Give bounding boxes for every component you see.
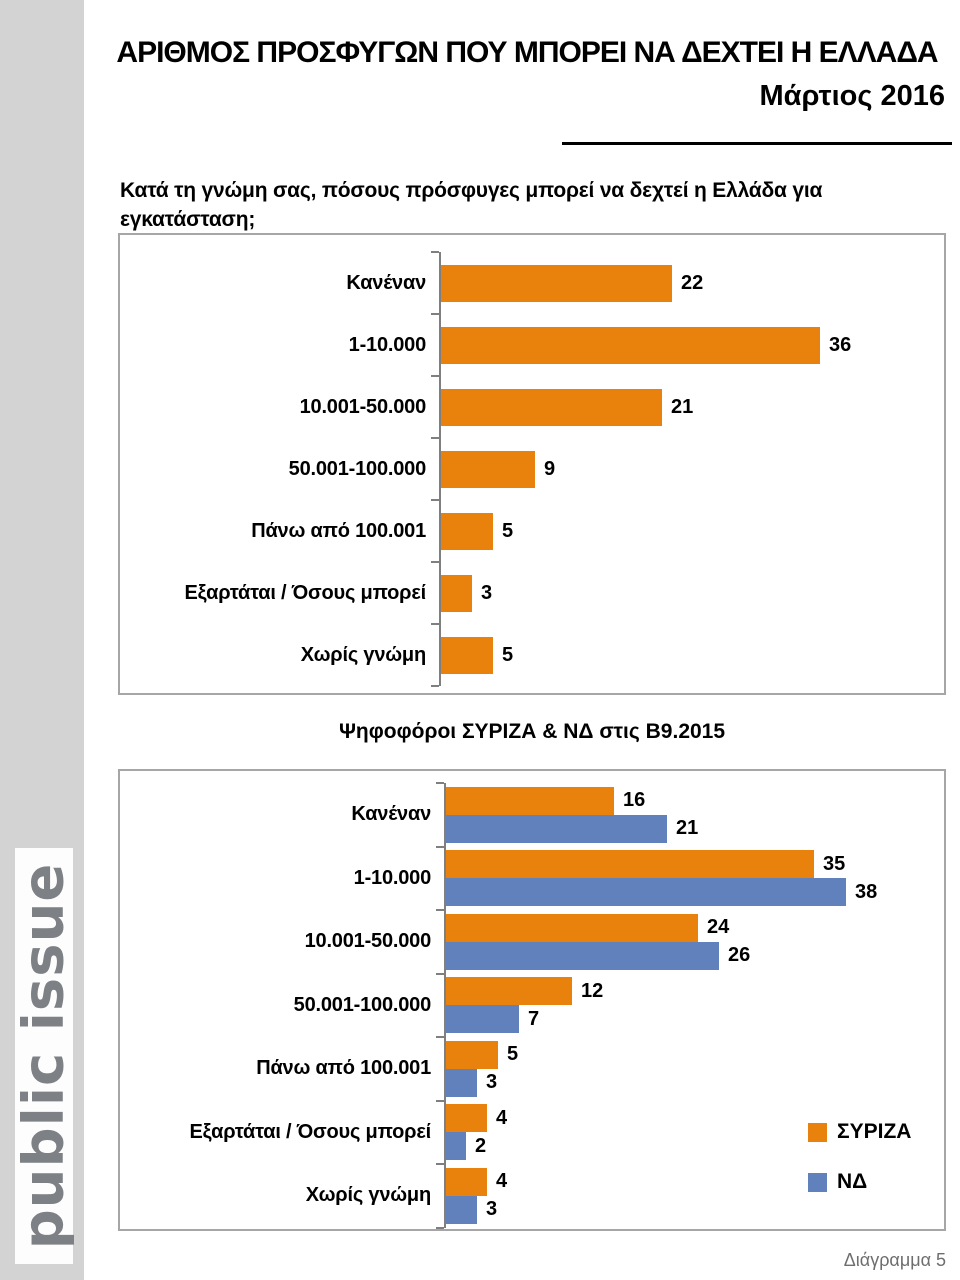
- chart-row: [120, 910, 944, 974]
- bar-line: [440, 637, 944, 674]
- category-label: 10.001-50.000: [299, 395, 426, 418]
- axis-tick: [431, 251, 439, 253]
- bar: [445, 1041, 498, 1069]
- brand-strip: [0, 0, 84, 1280]
- legend-item-syriza: [808, 1121, 911, 1143]
- axis-tick: [431, 623, 439, 625]
- axis-tick: [431, 561, 439, 563]
- axis-tick: [436, 846, 444, 848]
- bar-value-label: 12: [581, 979, 604, 1002]
- category-label: Πάνω από 100.001: [256, 1057, 431, 1080]
- bar-group: [440, 637, 944, 674]
- category-axis: [444, 783, 446, 1228]
- legend-swatch-syriza: [808, 1123, 827, 1142]
- question-line-1: Κατά τη γνώμη σας, πόσους πρόσφυγες μπορεί να δεχτεί η Ελλάδα για εγκατάσταση;: [120, 179, 823, 231]
- chart-row: [120, 376, 944, 438]
- legend-swatch-nd: [808, 1173, 827, 1192]
- bar-value-label: 38: [855, 880, 878, 903]
- category-label: Εξαρτάται / Όσους μπορεί: [189, 1120, 431, 1143]
- bar: [445, 914, 698, 942]
- bar: [445, 1196, 477, 1224]
- public-issue-logo: [11, 848, 77, 1264]
- bar: [440, 575, 472, 612]
- legend-item-nd: [808, 1171, 911, 1193]
- axis-tick: [436, 1100, 444, 1102]
- bar-group: [440, 265, 944, 302]
- bar-value-label: 26: [728, 944, 751, 967]
- bar-line: [445, 942, 944, 970]
- category-label: 50.001-100.000: [288, 457, 426, 480]
- figure-caption: Διάγραμμα 5: [843, 1250, 946, 1270]
- bar-value-label: 5: [502, 519, 514, 542]
- bar-group: [440, 389, 944, 426]
- bar: [440, 513, 493, 550]
- bar-line: [445, 1005, 944, 1033]
- bar-line: [445, 977, 944, 1005]
- axis-tick: [431, 499, 439, 501]
- chart-row: [120, 314, 944, 376]
- bar: [445, 1168, 487, 1196]
- bar-value-label: 5: [502, 643, 514, 666]
- bar: [445, 977, 572, 1005]
- axis-tick: [436, 1036, 444, 1038]
- chart-row: [120, 974, 944, 1038]
- axis-tick: [436, 1163, 444, 1165]
- bar-line: [445, 1041, 944, 1069]
- category-label: Χωρίς γνώμη: [300, 643, 426, 666]
- bar-value-label: 3: [481, 581, 493, 604]
- bar-group: [440, 327, 944, 364]
- bar-value-label: 7: [528, 1007, 540, 1030]
- axis-tick: [431, 437, 439, 439]
- chart-row: [120, 562, 944, 624]
- bar-value-label: 2: [475, 1134, 487, 1157]
- bar-group: [445, 977, 944, 1033]
- bar-line: [440, 513, 944, 550]
- bar-value-label: 4: [496, 1170, 508, 1193]
- bar: [445, 815, 667, 843]
- chart-by-party: [118, 769, 946, 1231]
- bar-value-label: 22: [681, 271, 704, 294]
- category-label: Εξαρτάται / Όσους μπορεί: [184, 581, 426, 604]
- category-axis: [439, 252, 441, 686]
- bar: [445, 1132, 466, 1160]
- bar-group: [445, 914, 944, 970]
- category-label: Χωρίς γνώμη: [305, 1184, 431, 1207]
- axis-tick: [436, 909, 444, 911]
- page-title: ΑΡΙΘΜΟΣ ΠΡΟΣΦΥΓΩΝ ΠΟΥ ΜΠΟΡΕΙ ΝΑ ΔΕΧΤΕΙ Η ΕΛΛΑΔΑ: [116, 36, 938, 69]
- bar-value-label: 21: [676, 817, 699, 840]
- bar: [440, 451, 535, 488]
- bar-line: [445, 787, 944, 815]
- bar: [445, 850, 814, 878]
- axis-tick: [431, 313, 439, 315]
- bar-line: [440, 327, 944, 364]
- bar-value-label: 35: [823, 852, 846, 875]
- logo-text: public issue: [11, 862, 77, 1250]
- divider-line: [562, 142, 952, 145]
- chart2-title: Ψηφοφόροι ΣΥΡΙΖΑ & ΝΔ στις Β9.2015: [338, 720, 726, 743]
- bar-value-label: 3: [486, 1071, 498, 1094]
- bar-line: [440, 451, 944, 488]
- bar-value-label: 36: [829, 333, 852, 356]
- category-label: Κανέναν: [346, 271, 426, 294]
- legend-label-syriza: ΣΥΡΙΖΑ: [837, 1120, 912, 1143]
- bar-line: [440, 575, 944, 612]
- bar: [445, 787, 614, 815]
- bar: [440, 637, 493, 674]
- bar-value-label: 9: [544, 457, 556, 480]
- legend-label-nd: ΝΔ: [837, 1170, 868, 1193]
- chart-row: [120, 500, 944, 562]
- chart-row: [120, 1037, 944, 1101]
- bar: [445, 942, 719, 970]
- legend: [808, 1121, 911, 1221]
- bar-line: [445, 914, 944, 942]
- bar-line: [445, 878, 944, 906]
- chart-plot-area: [120, 235, 944, 693]
- bar-value-label: 4: [496, 1106, 508, 1129]
- subtitle-date: Μάρτιος 2016: [759, 80, 945, 112]
- bar-line: [440, 265, 944, 302]
- category-label: 10.001-50.000: [304, 930, 431, 953]
- bar-line: [445, 850, 944, 878]
- bar-group: [440, 575, 944, 612]
- bar-value-label: 24: [707, 916, 730, 939]
- bar-line: [445, 815, 944, 843]
- bar: [440, 327, 820, 364]
- category-label: 1-10.000: [348, 333, 426, 356]
- category-label: Πάνω από 100.001: [251, 519, 426, 542]
- bar-group: [440, 451, 944, 488]
- chart-row: [120, 847, 944, 911]
- bar-value-label: 5: [507, 1043, 519, 1066]
- bar-value-label: 16: [623, 789, 646, 812]
- bar: [445, 1005, 519, 1033]
- bar-group: [445, 787, 944, 843]
- bar-value-label: 3: [486, 1198, 498, 1221]
- bar-group: [440, 513, 944, 550]
- chart-row: [120, 783, 944, 847]
- axis-tick: [436, 973, 444, 975]
- category-label: 50.001-100.000: [293, 993, 431, 1016]
- bar: [440, 389, 662, 426]
- chart-total-sample: [118, 233, 946, 695]
- bar-value-label: 21: [671, 395, 694, 418]
- axis-tick: [431, 685, 439, 687]
- axis-tick: [431, 375, 439, 377]
- category-label: Κανέναν: [351, 803, 431, 826]
- bar-group: [445, 850, 944, 906]
- chart-row: [120, 624, 944, 686]
- axis-tick: [436, 782, 444, 784]
- bar-line: [440, 389, 944, 426]
- bar: [440, 265, 672, 302]
- bar-line: [445, 1069, 944, 1097]
- bar-group: [445, 1041, 944, 1097]
- chart-row: [120, 438, 944, 500]
- bar: [445, 1104, 487, 1132]
- bar: [445, 878, 846, 906]
- category-label: 1-10.000: [353, 866, 431, 889]
- chart-row: [120, 252, 944, 314]
- axis-tick: [436, 1227, 444, 1229]
- bar: [445, 1069, 477, 1097]
